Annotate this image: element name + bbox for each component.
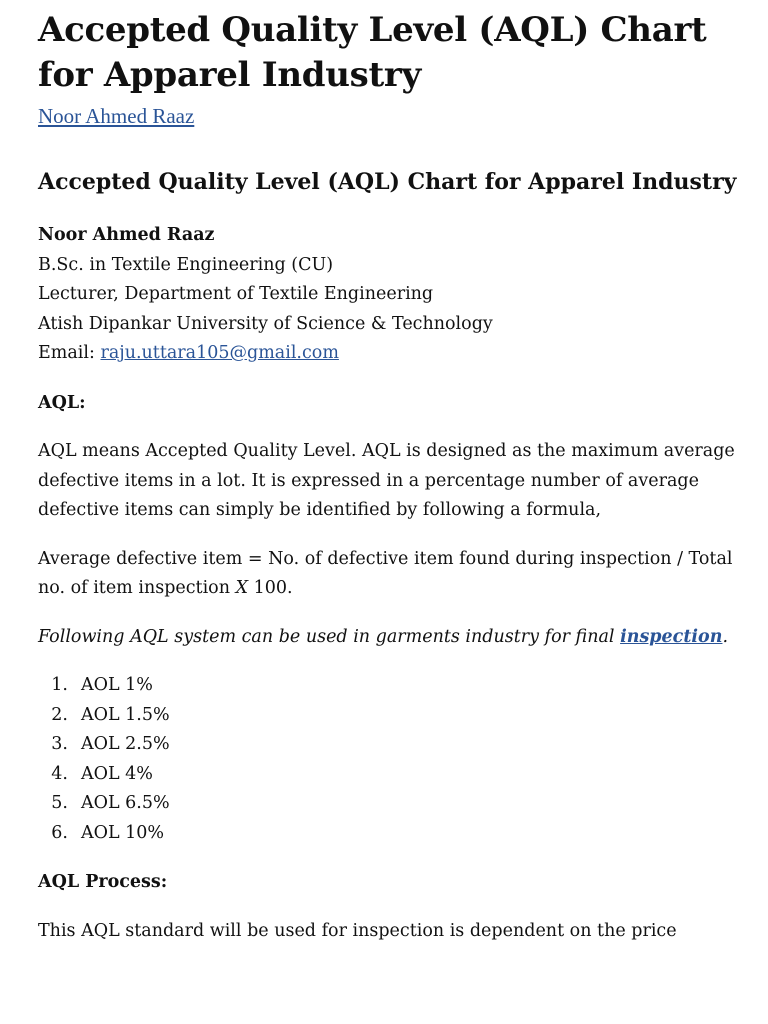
email-label: Email: [38, 343, 101, 363]
aql-paragraph: AQL means Accepted Quality Level. AQL is designed as the maximum average defective items in a lot. It is expressed in a percentage number of average defective items can simply be identified by following a formula, [38, 441, 735, 520]
list-label: AOL 1% [81, 675, 153, 695]
list-item [38, 789, 748, 819]
list-item [38, 701, 748, 731]
author-degree: B.Sc. in Textile Engineering (CU) [38, 254, 334, 275]
list-number: 3. [51, 734, 68, 754]
list-number: 4. [51, 763, 68, 784]
list-number: 6. [51, 822, 68, 843]
aql-list [38, 671, 748, 848]
aql-heading: AQL: [38, 392, 86, 413]
list-item [38, 730, 748, 760]
author-info [38, 221, 748, 369]
process-paragraph: This AQL standard will be used for inspection is dependent on the price [38, 920, 677, 941]
list-label: AOL 1.5% [81, 704, 170, 725]
aql-process-heading: AQL Process: [38, 872, 168, 892]
formula-end: 100. [248, 578, 293, 598]
system-intro-text: Following AQL system can be used in garments industry for final [38, 626, 621, 647]
list-item [38, 671, 748, 701]
author-link[interactable]: Noor Ahmed Raaz [38, 104, 195, 128]
list-item [38, 760, 748, 790]
system-intro-end: . [722, 626, 729, 647]
list-label: AOL 4% [81, 763, 153, 784]
system-intro-paragraph [38, 623, 748, 653]
author-institution: Atish Dipankar University of Science & Technology [38, 313, 493, 334]
author-email-line [38, 339, 748, 369]
inspection-link[interactable]: inspection [620, 626, 723, 647]
page-title: Accepted Quality Level (AQL) Chart for Apparel Industry [38, 10, 707, 95]
list-number: 5. [51, 793, 68, 813]
formula-text: Average defective item = No. of defective item found during inspection / Total no. of item inspection [38, 548, 733, 598]
author-name: Noor Ahmed Raaz [38, 225, 215, 245]
list-item [38, 819, 748, 849]
email-link[interactable]: raju.uttara105@gmail.com [100, 343, 339, 363]
list-number: 1. [51, 675, 68, 695]
article-title: Accepted Quality Level (AQL) Chart for Apparel Industry [38, 169, 737, 195]
list-number: 2. [51, 704, 68, 725]
formula-multiply: X [235, 578, 249, 598]
list-label: AOL 2.5% [81, 734, 170, 754]
list-label: AOL 10% [81, 822, 165, 843]
formula-paragraph [38, 545, 748, 604]
list-label: AOL 6.5% [81, 793, 170, 813]
author-position: Lecturer, Department of Textile Engineering [38, 284, 434, 304]
